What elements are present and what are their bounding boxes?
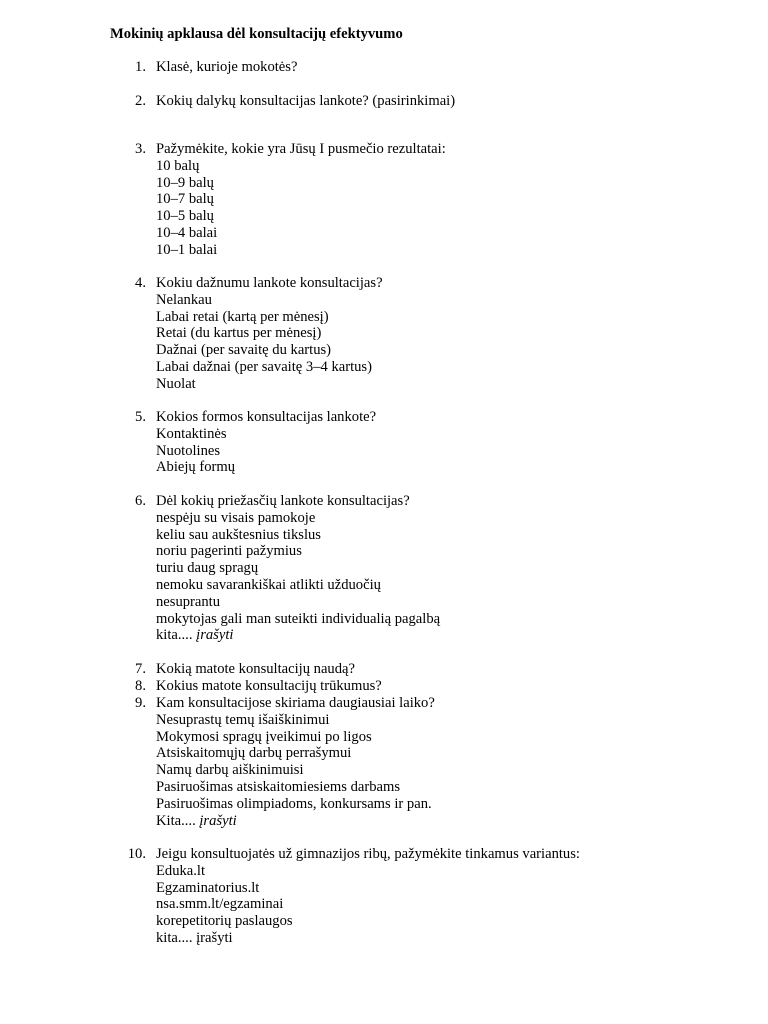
- answer-option-other: [156, 627, 726, 644]
- other-write-in: įrašyti: [199, 812, 237, 829]
- answer-option: Atsiskaitomųjų darbų perrašymui: [156, 745, 352, 762]
- answer-option: korepetitorių paslaugos: [156, 913, 293, 930]
- answer-option: keliu sau aukštesnius tikslus: [156, 526, 321, 543]
- question-text: Kokiu dažnumu lankote konsultacijas?: [156, 275, 383, 291]
- answer-option: Nuolat: [156, 375, 196, 392]
- question-number: 4.: [135, 275, 146, 291]
- answer-option: Labai dažnai (per savaitę 3–4 kartus): [156, 358, 372, 375]
- question-text: Jeigu konsultuojatės už gimnazijos ribų, pažymėkite tinkamus variantus:: [156, 846, 580, 862]
- answer-option: nesuprantu: [156, 593, 221, 610]
- question-text: Klasė, kurioje mokotės?: [156, 59, 298, 75]
- answer-option: nespėju su visais pamokoje: [156, 509, 316, 526]
- answer-option-other: [156, 813, 726, 830]
- answer-option: Namų darbų aiškinimuisi: [156, 762, 304, 779]
- question-text: Kokius matote konsultacijų trūkumus?: [156, 678, 382, 694]
- question-text: Kokią matote konsultacijų naudą?: [156, 661, 355, 677]
- question-number: 8.: [135, 678, 146, 694]
- question-number: 3.: [135, 141, 146, 157]
- answer-option: Labai retai (kartą per mėnesį): [156, 308, 329, 325]
- question-number: 9.: [135, 695, 146, 711]
- other-prefix: Kita....: [156, 812, 200, 829]
- question-text: Dėl kokių priežasčių lankote konsultacijas?: [156, 493, 410, 509]
- answer-option: turiu daug spragų: [156, 560, 259, 577]
- answer-option: noriu pagerinti pažymius: [156, 543, 302, 560]
- question-number: 10.: [127, 846, 146, 862]
- other-write-in: įrašyti: [196, 627, 234, 644]
- question-text: Kokios formos konsultacijas lankote?: [156, 409, 377, 425]
- answer-option: Nelankau: [156, 291, 212, 308]
- answer-option: Nuotolines: [156, 442, 221, 459]
- answer-option: Nesuprastų temų išaiškinimui: [156, 711, 330, 728]
- answer-option: 10–1 balai: [156, 241, 218, 258]
- answer-option: mokytojas gali man suteikti individualią pagalbą: [156, 610, 441, 627]
- answer-option: 10–9 balų: [156, 174, 214, 191]
- answer-option: Dažnai (per savaitę du kartus): [156, 342, 332, 359]
- question-text: Kam konsultacijose skiriama daugiausiai laiko?: [156, 695, 435, 711]
- answer-option: Pasiruošimas olimpiadoms, konkursams ir pan.: [156, 795, 432, 812]
- answer-option: 10 balų: [156, 157, 200, 174]
- other-prefix: kita....: [156, 627, 197, 644]
- question-number: 6.: [135, 493, 146, 509]
- question-text: Pažymėkite, kokie yra Jūsų I pusmečio rezultatai:: [156, 141, 446, 157]
- answer-option: 10–5 balų: [156, 208, 214, 225]
- question-number: 7.: [135, 661, 146, 677]
- answer-option: 10–4 balai: [156, 224, 218, 241]
- question-number: 5.: [135, 409, 146, 425]
- answer-option: Pasiruošimas atsiskaitomiesiems darbams: [156, 778, 401, 795]
- document-title: Mokinių apklausa dėl konsultacijų efektyvumo: [110, 26, 403, 42]
- answer-option: Retai (du kartus per mėnesį): [156, 325, 322, 342]
- answer-option: 10–7 balų: [156, 191, 214, 208]
- answer-option: Abiejų formų: [156, 459, 236, 476]
- answer-option: Mokymosi spragų įveikimui po ligos: [156, 728, 372, 745]
- question-number: 2.: [135, 93, 146, 109]
- answer-option: Egzaminatorius.lt: [156, 879, 260, 896]
- answer-option: Eduka.lt: [156, 862, 206, 879]
- answer-option: nsa.smm.lt/egzaminai: [156, 896, 284, 913]
- answer-option: Kontaktinės: [156, 425, 227, 442]
- answer-option: kita.... įrašyti: [156, 929, 233, 946]
- question-number: 1.: [135, 59, 146, 75]
- answer-option: nemoku savarankiškai atlikti užduočių: [156, 576, 381, 593]
- question-text: Kokių dalykų konsultacijas lankote? (pasirinkimai): [156, 93, 456, 109]
